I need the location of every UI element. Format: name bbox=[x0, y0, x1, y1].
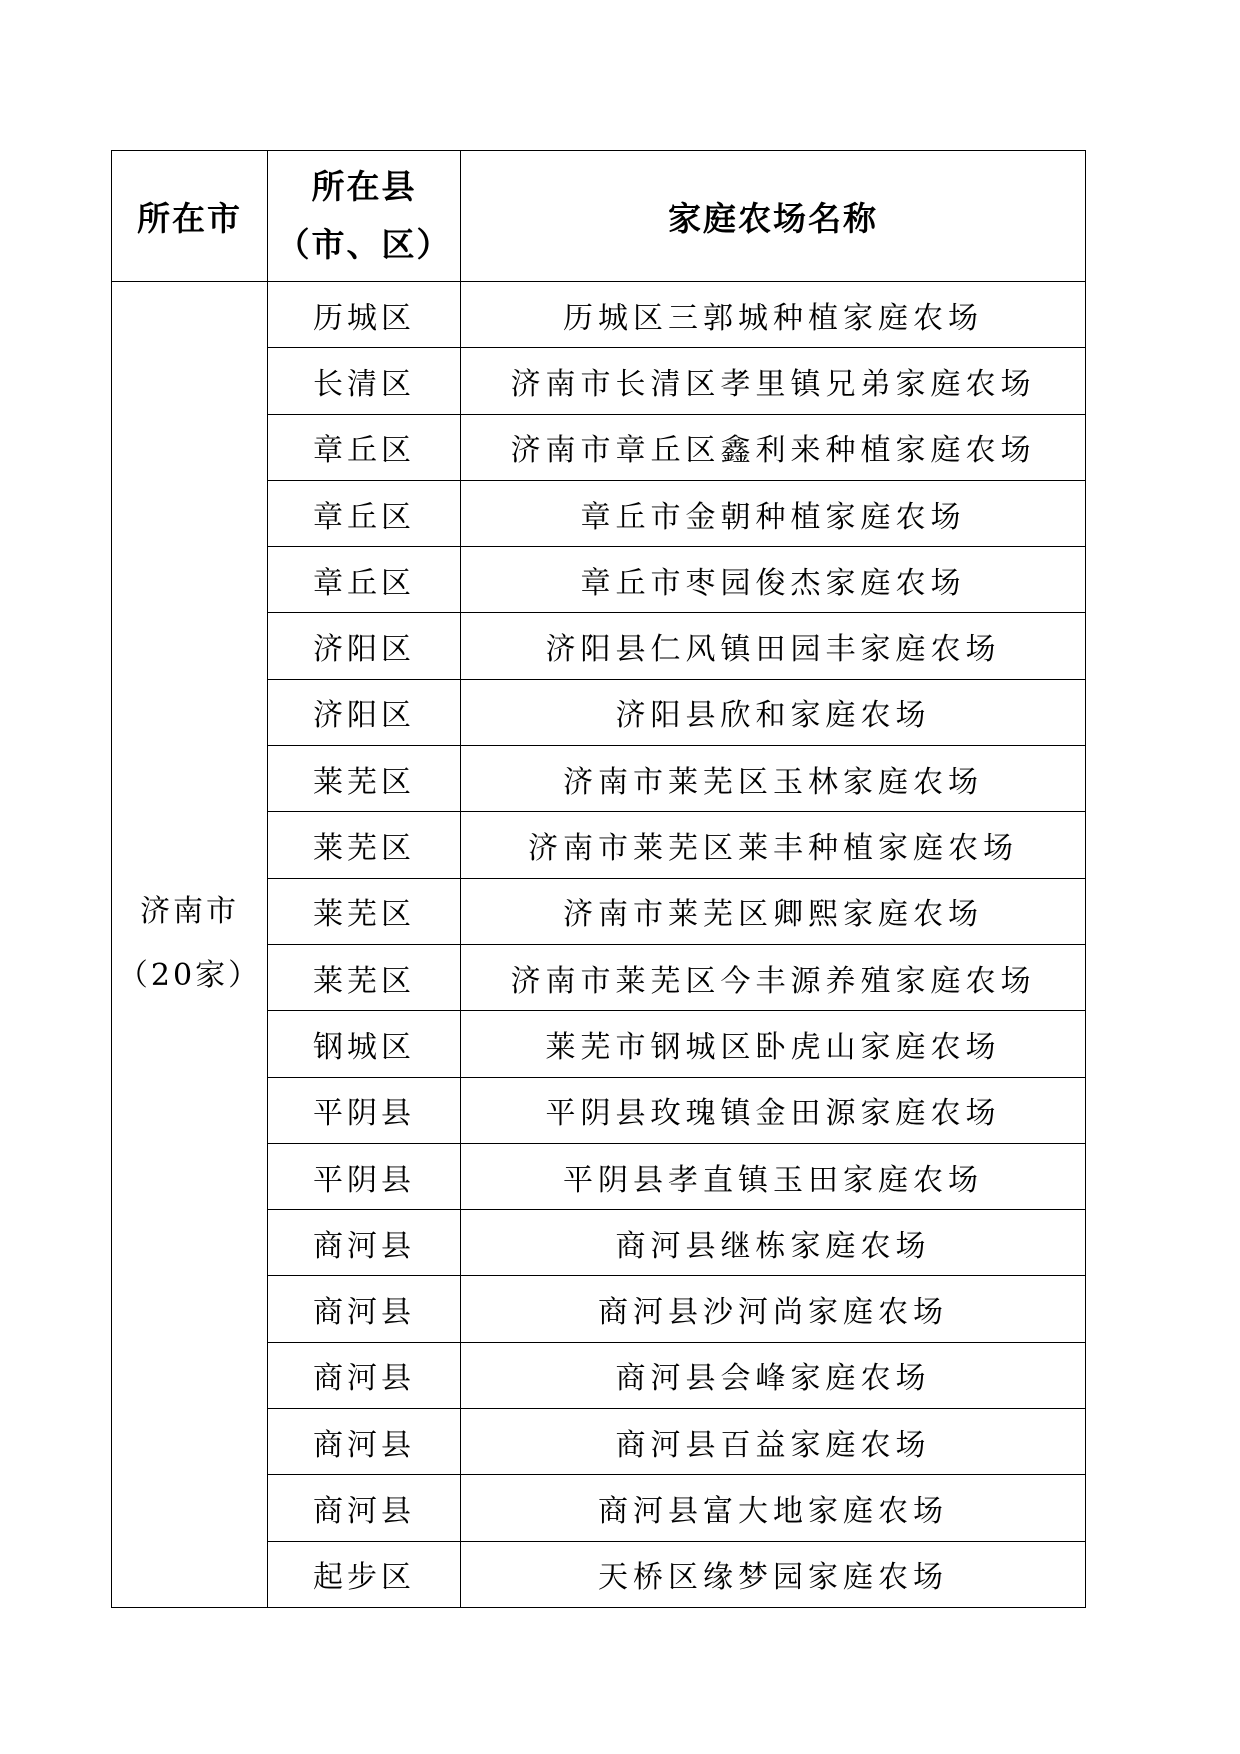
header-county-line2: （市、区） bbox=[276, 225, 452, 264]
farm-name-cell: 天桥区缘梦园家庭农场 bbox=[461, 1541, 1086, 1607]
farm-name-cell: 莱芜市钢城区卧虎山家庭农场 bbox=[461, 1011, 1086, 1077]
county-cell: 莱芜区 bbox=[268, 746, 461, 812]
farm-name-cell: 济南市莱芜区玉林家庭农场 bbox=[461, 746, 1086, 812]
table-body bbox=[112, 282, 1086, 1608]
city-cell bbox=[112, 282, 268, 1608]
county-cell: 章丘区 bbox=[268, 480, 461, 546]
header-city-label: 所在市 bbox=[137, 198, 242, 238]
county-cell: 章丘区 bbox=[268, 414, 461, 480]
farm-name-cell: 济南市莱芜区卿熙家庭农场 bbox=[461, 878, 1086, 944]
county-cell: 起步区 bbox=[268, 1541, 461, 1607]
header-farm-name-label: 家庭农场名称 bbox=[668, 198, 878, 238]
farm-name-cell: 商河县沙河尚家庭农场 bbox=[461, 1276, 1086, 1342]
farm-name-cell: 平阴县玫瑰镇金田源家庭农场 bbox=[461, 1077, 1086, 1143]
county-cell: 历城区 bbox=[268, 282, 461, 348]
city-name: 济南市 bbox=[140, 894, 239, 930]
county-cell: 莱芜区 bbox=[268, 944, 461, 1010]
farm-name-cell: 商河县富大地家庭农场 bbox=[461, 1475, 1086, 1541]
county-cell: 章丘区 bbox=[268, 547, 461, 613]
farm-name-cell: 济阳县仁风镇田园丰家庭农场 bbox=[461, 613, 1086, 679]
county-cell: 莱芜区 bbox=[268, 878, 461, 944]
county-cell: 商河县 bbox=[268, 1210, 461, 1276]
farm-name-cell: 济南市长清区孝里镇兄弟家庭农场 bbox=[461, 348, 1086, 414]
table-row bbox=[112, 282, 1086, 348]
county-cell: 平阴县 bbox=[268, 1143, 461, 1209]
county-cell: 莱芜区 bbox=[268, 812, 461, 878]
farm-name-cell: 商河县百益家庭农场 bbox=[461, 1409, 1086, 1475]
header-city bbox=[112, 151, 268, 282]
farm-name-cell: 济南市章丘区鑫利来种植家庭农场 bbox=[461, 414, 1086, 480]
farm-name-cell: 济南市莱芜区今丰源养殖家庭农场 bbox=[461, 944, 1086, 1010]
farm-name-cell: 章丘市金朝种植家庭农场 bbox=[461, 480, 1086, 546]
farm-name-cell: 历城区三郭城种植家庭农场 bbox=[461, 282, 1086, 348]
county-cell: 钢城区 bbox=[268, 1011, 461, 1077]
county-cell: 商河县 bbox=[268, 1409, 461, 1475]
family-farm-table bbox=[111, 150, 1086, 1608]
county-cell: 商河县 bbox=[268, 1342, 461, 1408]
county-cell: 济阳区 bbox=[268, 679, 461, 745]
table-header-row bbox=[112, 151, 1086, 282]
county-cell: 商河县 bbox=[268, 1475, 461, 1541]
header-county-line1: 所在县 bbox=[311, 167, 417, 206]
farm-name-cell: 章丘市枣园俊杰家庭农场 bbox=[461, 547, 1086, 613]
city-count: （20家） bbox=[117, 958, 262, 994]
header-county bbox=[268, 151, 461, 282]
header-farm-name bbox=[461, 151, 1086, 282]
county-cell: 济阳区 bbox=[268, 613, 461, 679]
farm-name-cell: 济阳县欣和家庭农场 bbox=[461, 679, 1086, 745]
farm-name-cell: 商河县继栋家庭农场 bbox=[461, 1210, 1086, 1276]
county-cell: 平阴县 bbox=[268, 1077, 461, 1143]
farm-name-cell: 济南市莱芜区莱丰种植家庭农场 bbox=[461, 812, 1086, 878]
county-cell: 长清区 bbox=[268, 348, 461, 414]
county-cell: 商河县 bbox=[268, 1276, 461, 1342]
farm-name-cell: 商河县会峰家庭农场 bbox=[461, 1342, 1086, 1408]
farm-name-cell: 平阴县孝直镇玉田家庭农场 bbox=[461, 1143, 1086, 1209]
